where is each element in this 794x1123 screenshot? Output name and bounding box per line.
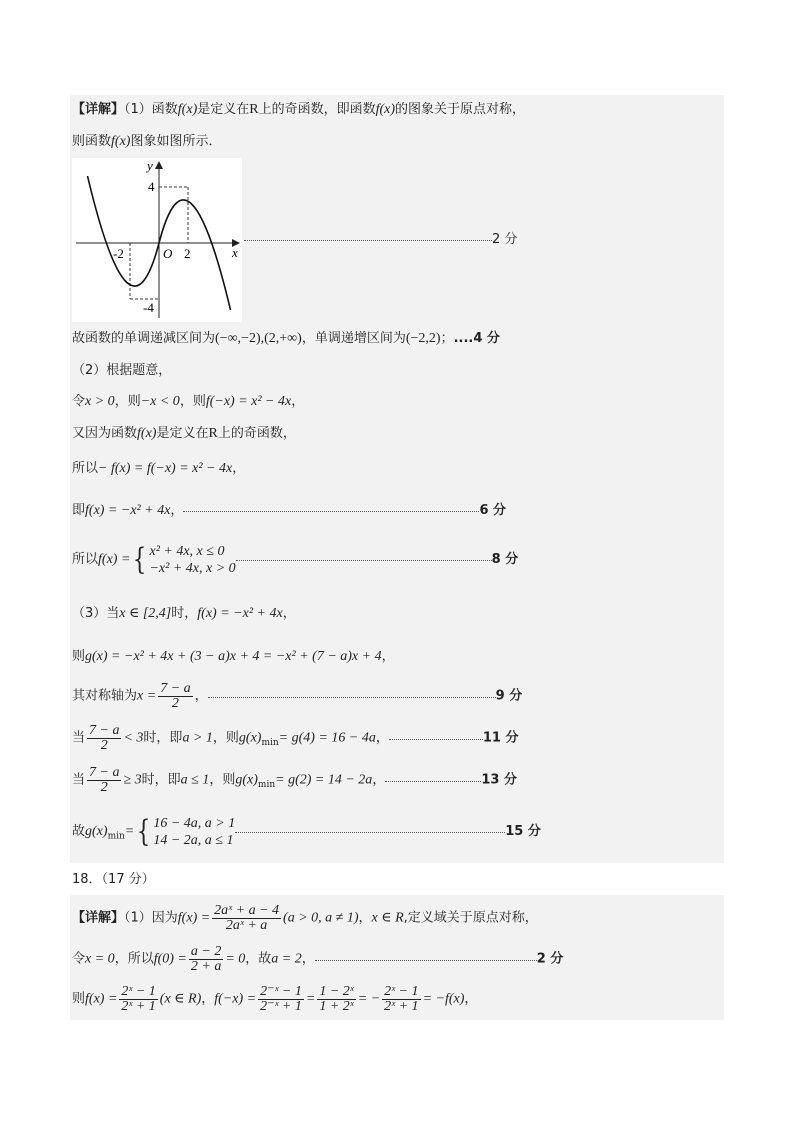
fraction: $\frac{\text{2aˣ + a − 4}}{\text{2aˣ + a}}$ xyxy=(214,903,280,933)
fraction: $\frac{\text{2⁻ˣ − 1}}{\text{2⁻ˣ + 1}}$ xyxy=(260,984,302,1014)
fraction: $\frac{a - 2}{2 + a}$ xyxy=(190,944,222,974)
sol17-line12: 则g(x) = −x² + 4x + (3 − a)x + 4 = −x² + (7 − a)x + 4， xyxy=(72,649,395,664)
left-brace: { xyxy=(137,814,151,849)
sol17-line10: 所以f(x) ={ x² + 4x, x ≤ 0 −x² + 4x, x > 0 8 分 xyxy=(72,542,519,577)
function-graph xyxy=(72,158,242,322)
x-axis-label: x xyxy=(232,245,238,260)
tick-n2: -2 xyxy=(113,246,124,261)
sol17-line15: 当 $\frac{7 - a}{2}$ ≥ 3时，即a ≤ 1，则$g(x)_{min}= g(2) = 14 - 2a$， 13 分 xyxy=(72,765,517,795)
y-axis-label: y xyxy=(147,158,153,173)
fraction: $\frac{7 - a}{2}$ xyxy=(89,765,120,795)
q18-heading: 18．（17 分） xyxy=(72,872,155,887)
sol17-line7: 又因为函数f(x)是定义在R上的奇函数， xyxy=(72,426,296,441)
sol17-line9: 即f(x) = −x² + 4x， 6 分 xyxy=(72,503,507,518)
fraction: $\frac{7 - a}{2}$ xyxy=(160,681,191,711)
sol17-line16: 故$g(x)_{min}=${ 16 − 4a, a > 1 14 − 2a, a ≤ 1 15 分 xyxy=(72,814,541,849)
fraction: $\frac{\text{2ˣ − 1}}{\text{2ˣ + 1}}$ xyxy=(384,984,419,1014)
sol17-line2: 则函数f(x)图象如图所示． xyxy=(72,134,222,149)
fraction: $\frac{\text{1 − 2ˣ}}{\text{1 + 2ˣ}}$ xyxy=(319,984,354,1014)
sol17-line8: 所以− f(x) = f(−x) = x² − 4x， xyxy=(72,461,246,476)
piecewise-min-cases: 16 − 4a, a > 1 14 − 2a, a ≤ 1 xyxy=(153,816,236,848)
fraction: $\frac{\text{2ˣ − 1}}{\text{2ˣ + 1}}$ xyxy=(121,984,156,1014)
detail-tag: 【详解】 xyxy=(72,102,125,117)
sol17-line1: 【详解】（1）函数f(x)是定义在R上的奇函数，即函数f(x)的图象关于原点对称， xyxy=(72,102,526,117)
sol17-line11: （3）当x ∈ [2,4]时，f(x) = −x² + 4x， xyxy=(72,606,296,621)
left-brace: { xyxy=(133,542,147,577)
sol18-line3: 则f(x) = $\frac{\text{2ˣ − 1}}{\text{2ˣ + 1}}$ (x ∈ R)，f(−x) = $\frac{\text{2⁻ˣ − 1}}{\text{2⁻ˣ + 1}}$ = $\frac{\text{1 − 2ˣ}}{\text{1 + 2ˣ}}$ = − $\frac{\text{2ˣ − 1}}{\text{2ˣ + 1}}$ = −f(x)， xyxy=(72,984,478,1014)
sol17-line4: 故函数的单调递减区间为(−∞,−2),(2,+∞)，单调递增区间为(−2,2)；....4 分 xyxy=(72,331,500,346)
piecewise-cases: x² + 4x, x ≤ 0 −x² + 4x, x > 0 xyxy=(149,544,236,576)
tick-2: 2 xyxy=(184,246,191,261)
sol17-line5: （2）根据题意， xyxy=(72,363,172,378)
sol18-line1: 【详解】（1）因为f(x) = $\frac{\text{2aˣ + a − 4}}{\text{2aˣ + a}}$ (a > 0, a ≠ 1)，x ∈ R,定义域关于原点对称， xyxy=(72,903,538,933)
graph-background xyxy=(72,158,242,322)
sol17-line6: 令x > 0，则−x < 0，则f(−x) = x² − 4x， xyxy=(72,394,305,409)
sol17-line14: 当 $\frac{7 - a}{2}$ < 3时，即a > 1，则$g(x)_{min}= g(4) = 16 - 4a$， 11 分 xyxy=(72,723,519,753)
detail-tag: 【详解】 xyxy=(72,910,125,926)
origin-label: O xyxy=(163,246,173,261)
fraction: $\frac{7 - a}{2}$ xyxy=(89,723,120,753)
tick-4: 4 xyxy=(148,179,155,194)
sol17-line13: 其对称轴为x = $\frac{7 - a}{2}$ ， 9 分 xyxy=(72,681,523,711)
sol17-score-2: 2 分 xyxy=(244,230,517,250)
tick-n4: -4 xyxy=(143,300,154,315)
sol18-line2: 令x = 0，所以f(0) = $\frac{a - 2}{2 + a}$ = 0，故a = 2， 2 分 xyxy=(72,944,564,974)
